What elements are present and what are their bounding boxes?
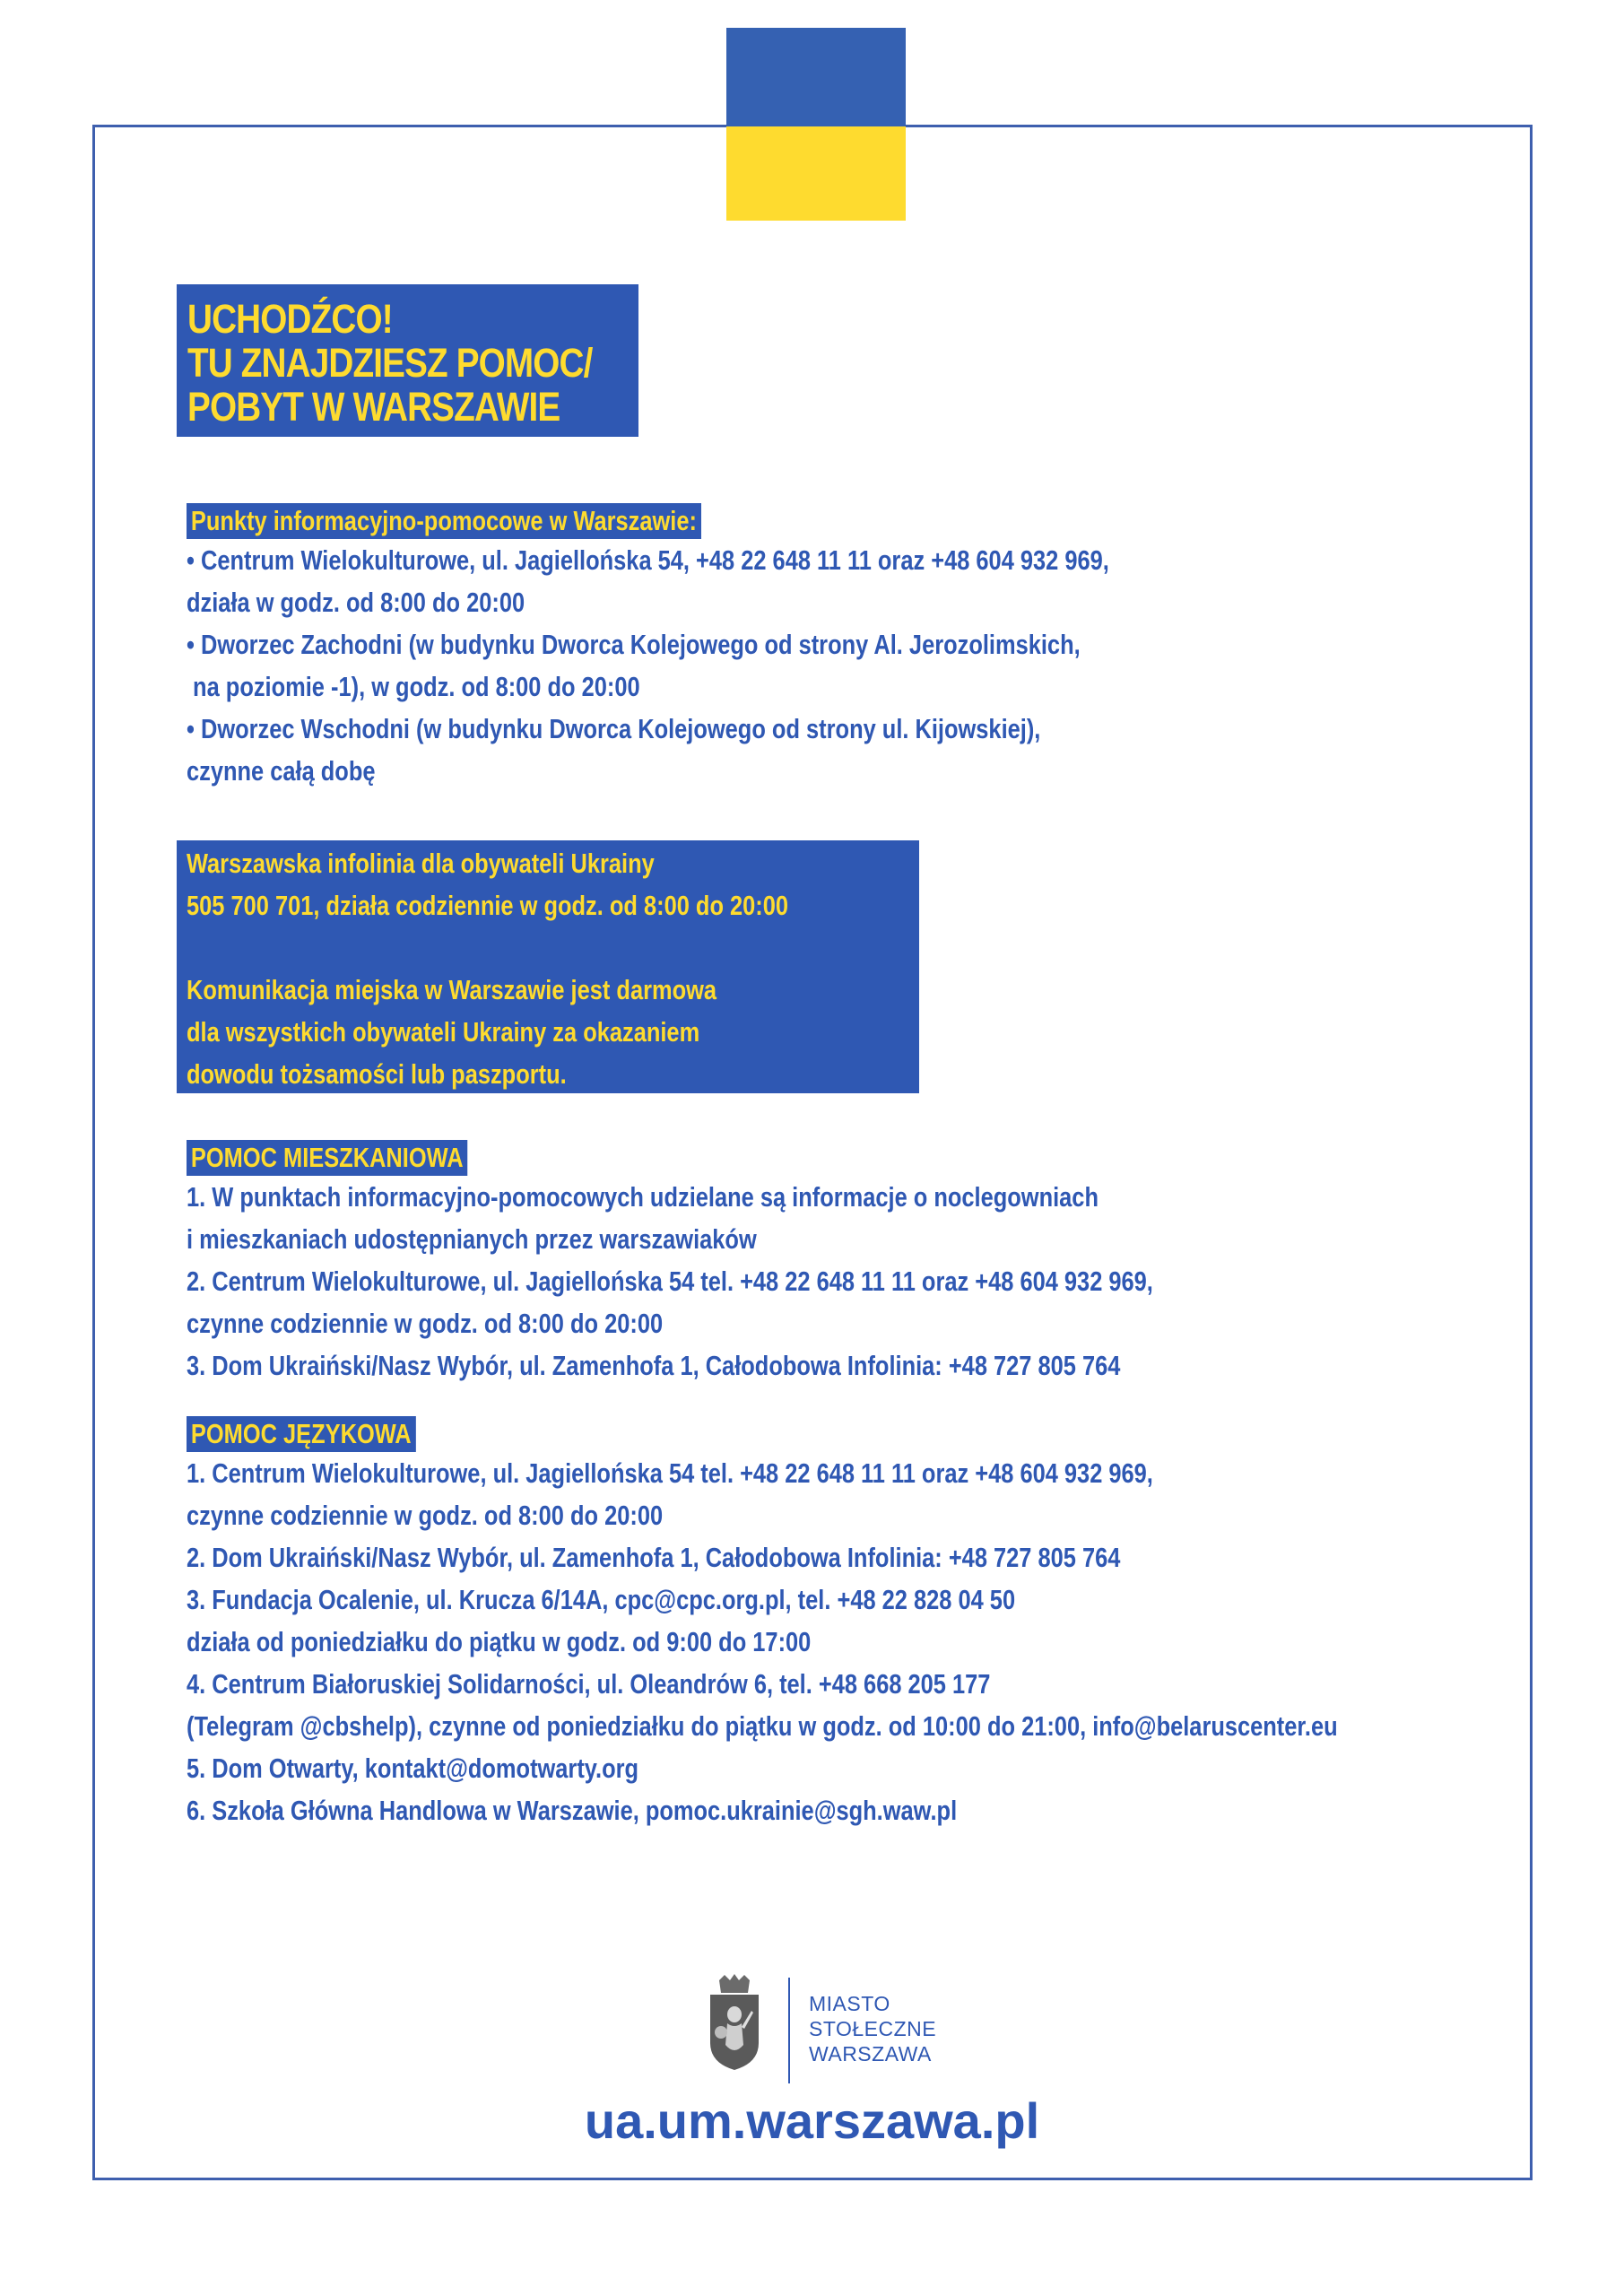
language-line: 3. Fundacja Ocalenie, ul. Krucza 6/14A, cpc@cpc.org.pl, tel. +48 22 828 04 50: [187, 1584, 1016, 1615]
language-line: 6. Szkoła Główna Handlowa w Warszawie, pomoc.ukrainie@sgh.waw.pl: [187, 1795, 958, 1826]
language-line: 4. Centrum Białoruskiej Solidarności, ul. Oleandrów 6, tel. +48 668 205 177: [187, 1668, 991, 1700]
warsaw-coat-of-arms-icon: [703, 1973, 766, 2072]
ukraine-flag-blue-stripe: [726, 28, 906, 126]
info-points-line: na poziomie -1), w godz. od 8:00 do 20:00: [187, 671, 640, 702]
info-points-line: • Dworzec Wschodni (w budynku Dworca Kolejowego od strony ul. Kijowskiej),: [187, 713, 1041, 744]
website-link[interactable]: ua.um.warszawa.pl: [584, 2092, 1040, 2149]
title-line: UCHODŹCO!: [187, 296, 393, 342]
housing-line: 2. Centrum Wielokulturowe, ul. Jagiellońska 54 tel. +48 22 648 11 11 oraz +48 604 932 969,: [187, 1265, 1153, 1297]
info-points-line: • Centrum Wielokulturowe, ul. Jagiellońska 54, +48 22 648 11 11 oraz +48 604 932 969,: [187, 544, 1109, 576]
housing-line: 1. W punktach informacyjno-pomocowych udzielane są informacje o noclegowniach: [187, 1181, 1099, 1213]
transport-line: Komunikacja miejska w Warszawie jest darmowa: [187, 974, 717, 1005]
city-logo-text: [809, 1991, 936, 2066]
housing-line: 3. Dom Ukraiński/Nasz Wybór, ul. Zamenhofa 1, Całodobowa Infolinia: +48 727 805 764: [187, 1350, 1121, 1381]
housing-label: POMOC MIESZKANIOWA: [187, 1140, 467, 1176]
info-points-line: czynne całą dobę: [187, 755, 376, 787]
logo-divider: [788, 1978, 790, 2083]
language-label: POMOC JĘZYKOWA: [187, 1416, 416, 1452]
info-points-line: • Dworzec Zachodni (w budynku Dworca Kolejowego od strony Al. Jerozolimskich,: [187, 629, 1081, 660]
language-line: czynne codziennie w godz. od 8:00 do 20:00: [187, 1500, 664, 1531]
housing-line: czynne codziennie w godz. od 8:00 do 20:00: [187, 1308, 664, 1339]
logo-line: MIASTO: [809, 1992, 890, 2015]
logo-line: STOŁECZNE: [809, 2017, 937, 2040]
language-line: 5. Dom Otwarty, kontakt@domotwarty.org: [187, 1752, 639, 1784]
info-points-line: działa w godz. od 8:00 do 20:00: [187, 587, 525, 618]
transport-line: dla wszystkich obywateli Ukrainy za okazaniem: [187, 1016, 700, 1048]
language-line: działa od poniedziałku do piątku w godz. od 9:00 do 17:00: [187, 1626, 812, 1657]
title-line: TU ZNAJDZIESZ POMOC/: [187, 340, 593, 386]
ukraine-flag-yellow-stripe: [726, 126, 906, 221]
logo-line: WARSZAWA: [809, 2042, 932, 2066]
transport-line: dowodu tożsamości lub paszportu.: [187, 1058, 567, 1090]
infoline-box: [177, 840, 919, 1093]
infoline-line: 505 700 701, działa codziennie w godz. od 8:00 do 20:00: [187, 890, 789, 921]
info-points-label: Punkty informacyjno-pomocowe w Warszawie:: [187, 503, 701, 539]
language-line: (Telegram @cbshelp), czynne od poniedziałku do piątku w godz. od 10:00 do 21:00, info@belaruscenter.eu: [187, 1710, 1338, 1742]
infoline-line: Warszawska infolinia dla obywateli Ukrainy: [187, 848, 655, 879]
title-box: [177, 284, 638, 437]
language-line: 2. Dom Ukraiński/Nasz Wybór, ul. Zamenhofa 1, Całodobowa Infolinia: +48 727 805 764: [187, 1542, 1121, 1573]
housing-section: [187, 1140, 1365, 1387]
language-section: [187, 1416, 1590, 1831]
language-line: 1. Centrum Wielokulturowe, ul. Jagiellońska 54 tel. +48 22 648 11 11 oraz +48 604 932 969,: [187, 1457, 1153, 1489]
housing-line: i mieszkaniach udostępnianych przez warszawiaków: [187, 1223, 757, 1255]
title-line: POBYT W WARSZAWIE: [187, 384, 560, 430]
info-points-section: [187, 503, 1312, 792]
